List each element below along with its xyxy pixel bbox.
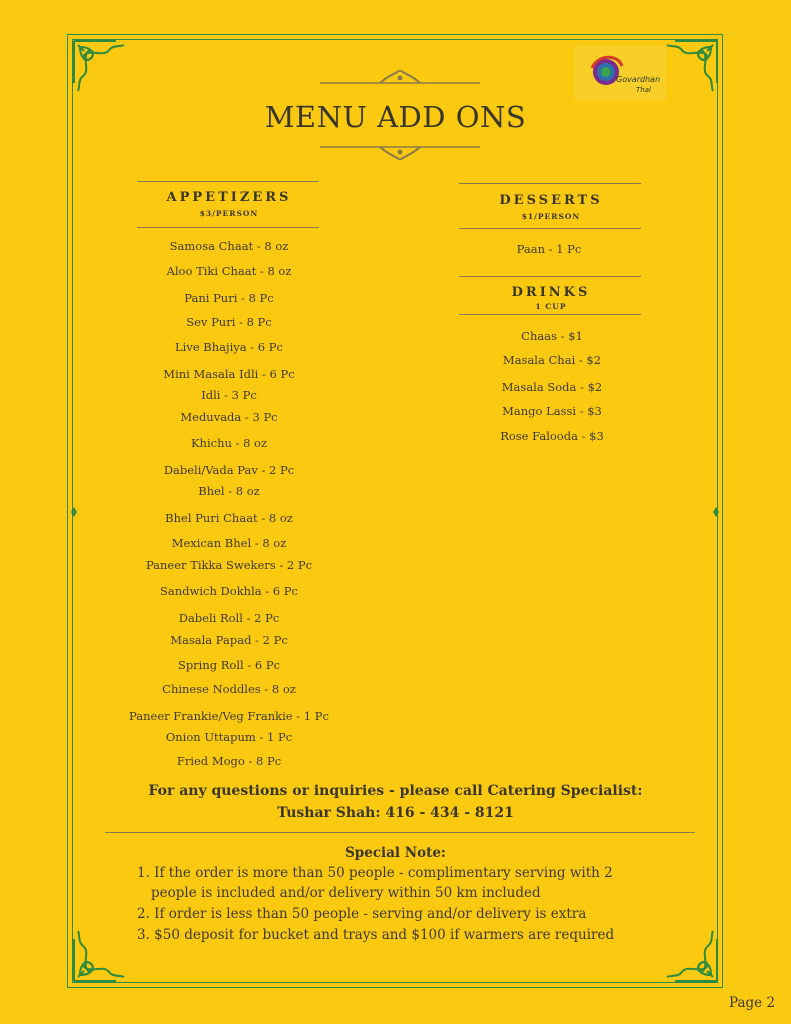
diamond-ornament-icon xyxy=(713,507,719,517)
menu-item: Dabeli Roll - 2 Pc xyxy=(178,611,280,625)
page-number: Page 2 xyxy=(729,995,776,1011)
desserts-price: $1/PERSON xyxy=(521,212,581,221)
divider xyxy=(137,227,319,228)
divider xyxy=(459,314,641,315)
menu-item: Rose Falooda - $3 xyxy=(500,429,604,443)
divider xyxy=(459,183,641,184)
menu-item: Mexican Bhel - 8 oz xyxy=(171,536,287,550)
note-line: 3. $50 deposit for bucket and trays and $100 if warmers are required xyxy=(137,927,615,943)
note-line: 2. If order is less than 50 people - serving and/or delivery is extra xyxy=(137,906,587,922)
menu-item: Idli - 3 Pc xyxy=(201,388,257,402)
flourish-icon xyxy=(320,142,480,160)
menu-item: Aloo Tiki Chaat - 8 oz xyxy=(166,264,292,278)
divider xyxy=(105,832,695,833)
menu-item: Chaas - $1 xyxy=(521,329,583,343)
menu-item: Spring Roll - 6 Pc xyxy=(177,658,281,672)
note-line: people is included and/or delivery within 50 km included xyxy=(151,885,541,901)
menu-item: Masala Papad - 2 Pc xyxy=(170,633,288,647)
menu-item: Masala Chai - $2 xyxy=(502,353,602,367)
logo-text: Govardhan xyxy=(616,75,661,84)
flourish-icon xyxy=(320,70,480,88)
logo-icon xyxy=(574,46,666,100)
menu-item: Samosa Chaat - 8 oz xyxy=(169,239,289,253)
note-line: 1. If the order is more than 50 people - complimentary serving with 2 xyxy=(137,865,613,881)
menu-item: Pani Puri - 8 Pc xyxy=(184,291,274,305)
contact-line: For any questions or inquiries - please call Catering Specialist: xyxy=(148,783,643,799)
contact-phone: Tushar Shah: 416 - 434 - 8121 xyxy=(277,805,514,821)
menu-item: Paneer Frankie/Veg Frankie - 1 Pc xyxy=(129,709,329,723)
menu-item: Fried Mogo - 8 Pc xyxy=(176,754,282,768)
special-note-heading: Special Note: xyxy=(345,845,446,861)
menu-item: Onion Uttapum - 1 Pc xyxy=(165,730,293,744)
desserts-heading: DESSERTS xyxy=(499,193,603,208)
menu-item: Paan - 1 Pc xyxy=(516,242,582,256)
menu-item: Live Bhajiya - 6 Pc xyxy=(175,340,283,354)
menu-item: Sev Puri - 8 Pc xyxy=(186,315,272,329)
menu-item: Mango Lassi - $3 xyxy=(502,404,602,418)
menu-item: Mini Masala Idli - 6 Pc xyxy=(163,367,295,381)
corner-ornament-icon xyxy=(70,37,130,97)
menu-item: Paneer Tikka Swekers - 2 Pc xyxy=(145,558,313,572)
divider xyxy=(137,181,319,182)
corner-ornament-icon xyxy=(661,925,721,985)
logo-text: Thal xyxy=(636,86,651,94)
menu-item: Bhel Puri Chaat - 8 oz xyxy=(165,511,293,525)
menu-item: Masala Soda - $2 xyxy=(501,380,603,394)
drinks-heading: DRINKS xyxy=(511,285,591,300)
menu-item: Meduvada - 3 Pc xyxy=(180,410,278,424)
divider xyxy=(459,228,641,229)
menu-item: Bhel - 8 oz xyxy=(198,484,260,498)
appetizers-price: $3/PERSON xyxy=(199,209,259,218)
divider xyxy=(459,276,641,277)
drinks-price: 1 CUP xyxy=(535,302,567,311)
menu-item: Khichu - 8 oz xyxy=(190,436,268,450)
menu-item: Dabeli/Vada Pav - 2 Pc xyxy=(163,463,295,477)
appetizers-heading: APPETIZERS xyxy=(166,190,292,205)
menu-item: Chinese Noddles - 8 oz xyxy=(162,682,296,696)
corner-ornament-icon xyxy=(70,925,130,985)
diamond-ornament-icon xyxy=(71,507,77,517)
page-title: MENU ADD ONS xyxy=(264,100,527,134)
menu-item: Sandwich Dokhla - 6 Pc xyxy=(160,584,298,598)
corner-ornament-icon xyxy=(661,37,721,97)
